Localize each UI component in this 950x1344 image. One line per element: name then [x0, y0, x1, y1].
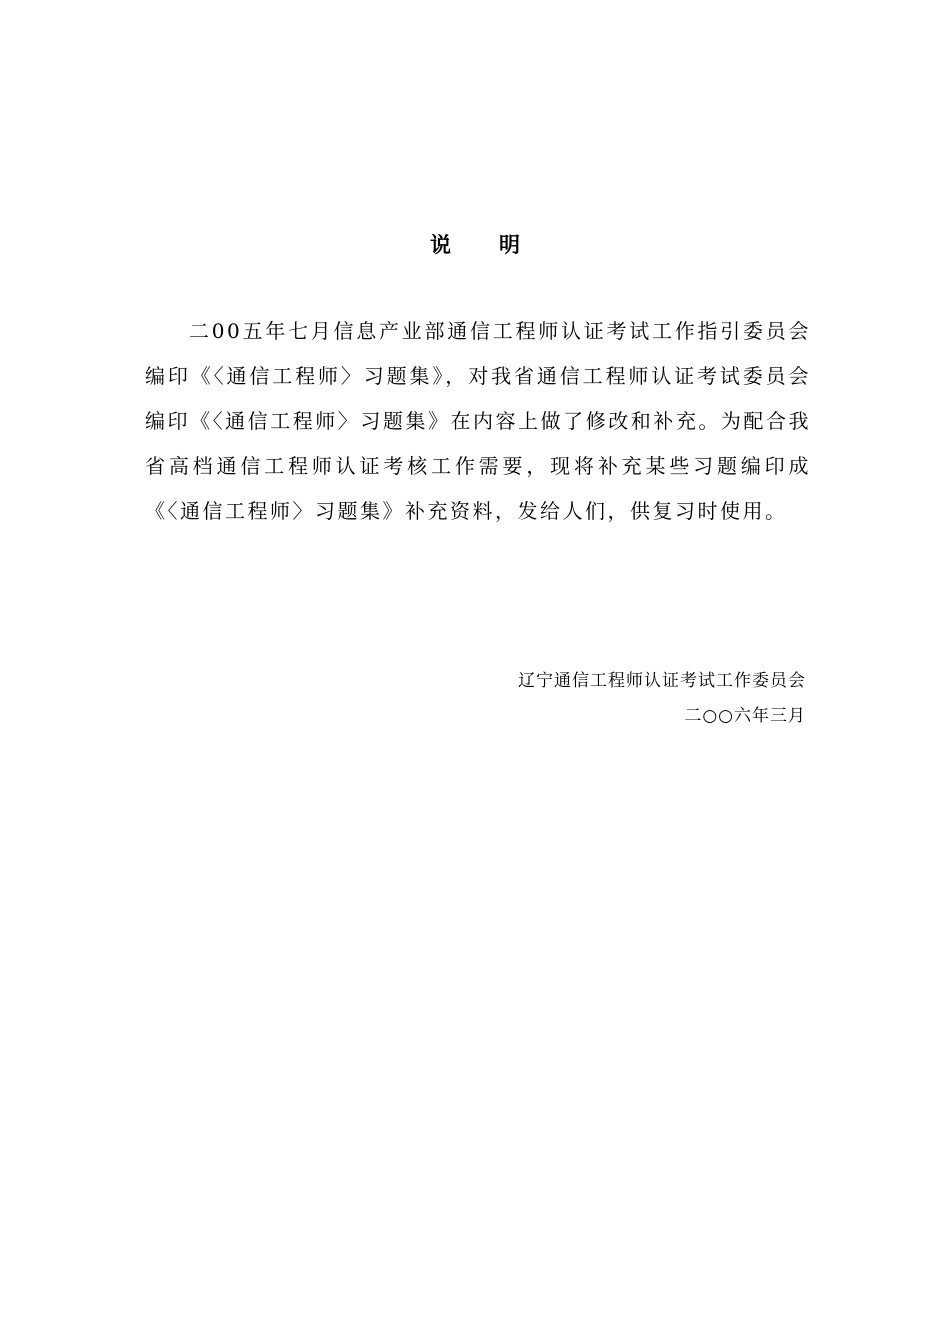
body-paragraph: 二00五年七月信息产业部通信工程师认证考试工作指引委员会编印《〈通信工程师〉习题集》，对我省通信工程师认证考试委员会编印《〈通信工程师〉习题集》在内容上做了修改和补充。为配合我省高档通信工程师认证考核工作需要，现将补充某些习题编印成《〈通信工程师〉习题集》补充资料，发给人们，供复习时使用。 [145, 319, 811, 523]
signature-date: 二○○六年三月 [684, 706, 806, 726]
signature-block [518, 664, 806, 734]
signature-organization: 辽宁通信工程师认证考试工作委员会 [518, 671, 806, 691]
page-title: 说明 [430, 233, 568, 257]
